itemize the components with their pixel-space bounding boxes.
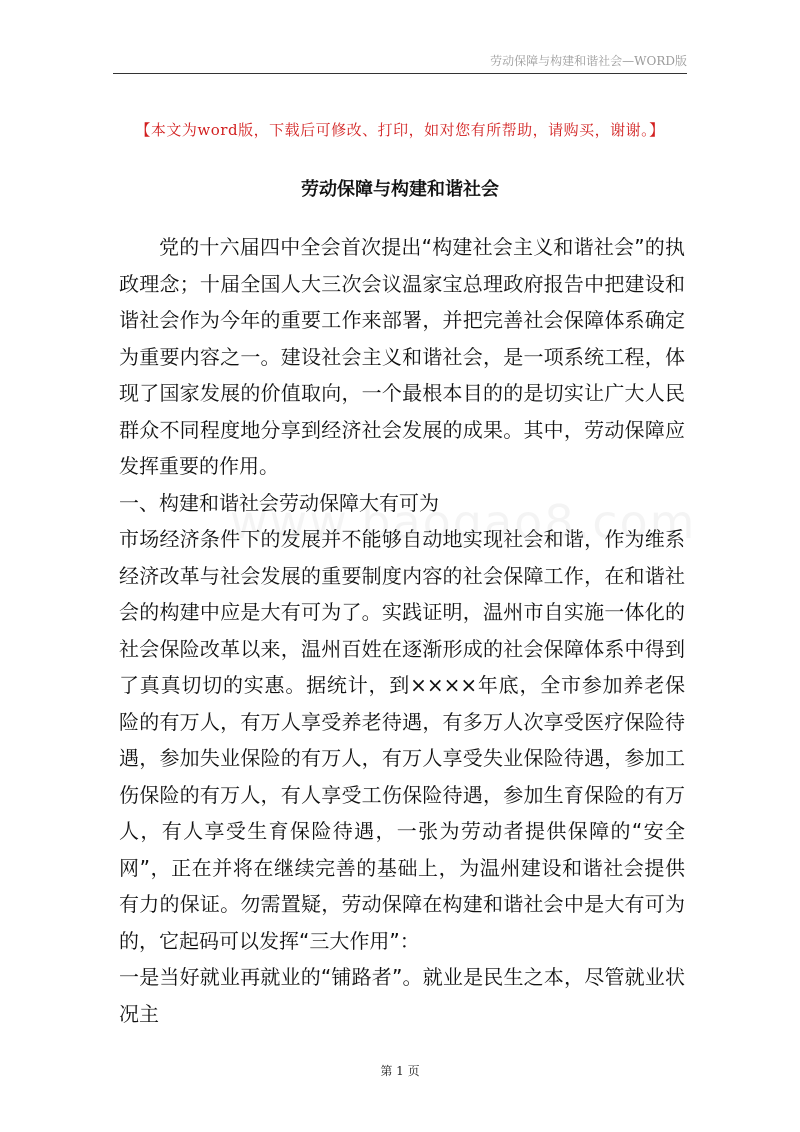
paragraph-intro: 党的十六届四中全会首次提出“构建社会主义和谐社会”的执政理念；十届全国人大三次会议温家宝总理政府报告中把建设和谐社会作为今年的重要工作来部署，并把完善社会保障体系确定为重要内容之一。建设社会主义和谐社会，是一项系统工程，体现了国家发展的价值取向，一个最根本目的的是切实让广大人民群众不同程度地分享到经济社会发展的成果。其中，劳动保障应发挥重要的作用。 [119, 235, 685, 478]
section-heading: 一、构建和谐社会劳动保障大有可为 [119, 490, 439, 515]
running-header: 劳动保障与构建和谐社会—WORD版 [490, 54, 687, 68]
purchase-notice: 【本文为word版，下载后可修改、打印，如对您有所帮助，请购买，谢谢。】 [135, 121, 665, 139]
page-number: 第 1 页 [380, 1064, 420, 1078]
header-divider [113, 73, 687, 74]
paragraph-point-one: 一是当好就业再就业的“铺路者”。就业是民生之本，尽管就业状况主 [119, 965, 685, 1026]
document-title: 劳动保障与构建和谐社会 [301, 179, 499, 200]
paragraph-body: 市场经济条件下的发展并不能够自动地实现社会和谐，作为维系经济改革与社会发展的重要制度内容的社会保障工作，在和谐社会的构建中应是大有可为了。实践证明，温州市自实施一体化的社会保险改革以来，温州百姓在逐渐形成的社会保障体系中得到了真真切切的实惠。据统计，到××××年底，全市参加养老保险的有万人，有万人享受养老待遇，有多万人次享受医疗保险待遇，参加失业保险的有万人，有万人享受失业保险待遇，参加工伤保险的有万人，有人享受工伤保险待遇，参加生育保险的有万人，有人享受生育保险待遇，一张为劳动者提供保障的“安全网”，正在并将在继续完善的基础上，为温州建设和谐社会提供有力的保证。勿需置疑，劳动保障在构建和谐社会中是大有可为的，它起码可以发挥“三大作用”： [119, 527, 685, 953]
document-body [119, 229, 685, 1032]
